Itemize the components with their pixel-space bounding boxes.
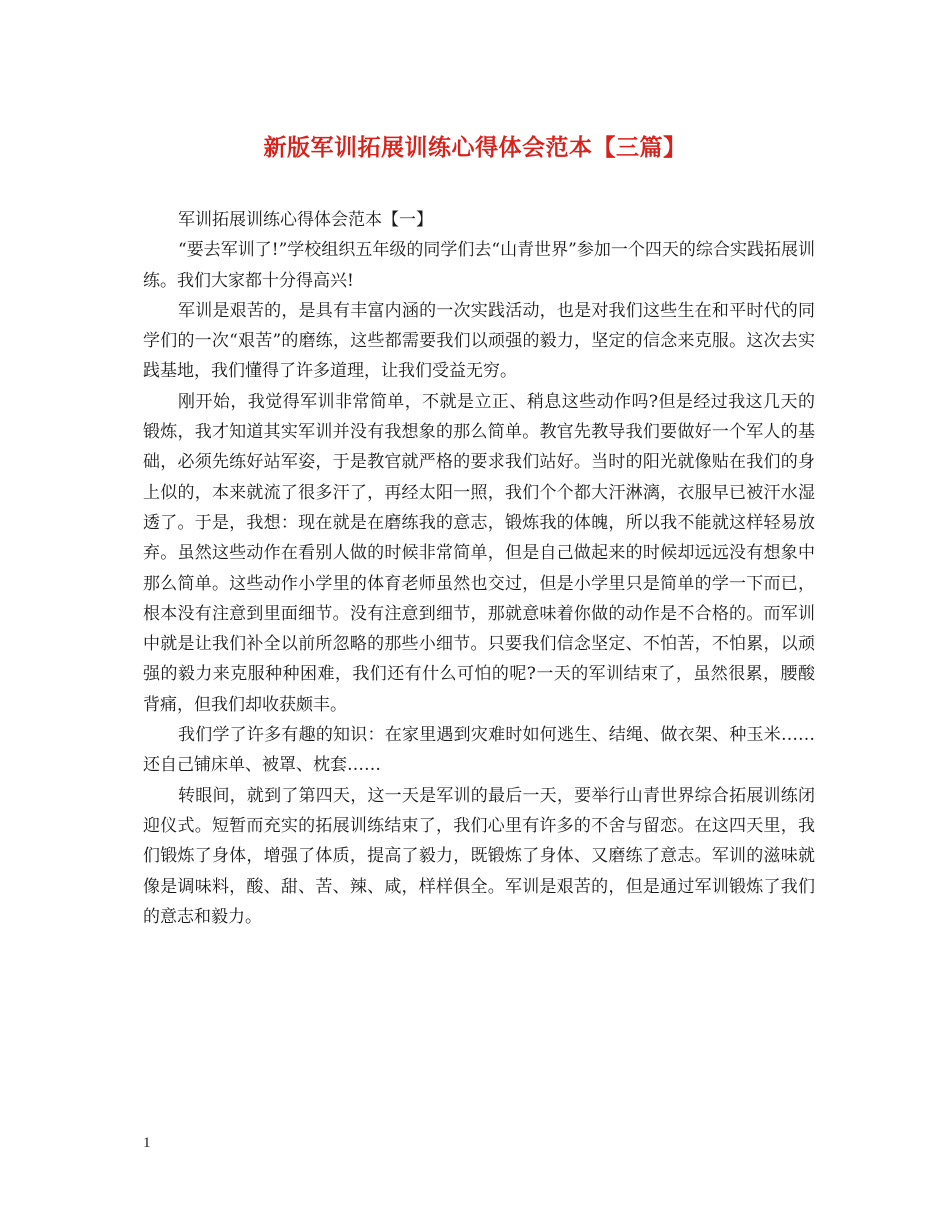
section-heading: 军训拓展训练心得体会范本【一】 bbox=[178, 210, 433, 230]
paragraph: 刚开始，我觉得军训非常简单，不就是立正、稍息这些动作吗?但是经过我这几天的锻炼，我才知道其实军训并没有我想象的那么简单。教官先教导我们要做好一个军人的基础，必须先练好站军姿，于是教官就严格的要求我们站好。当时的阳光就像贴在我们的身上似的，本来就流了很多汗了，再经太阳一照，我们个个都大汗淋漓，衣服早已被汗水湿透了。于是，我想：现在就是在磨练我的意志，锻炼我的体魄，所以我不能就这样轻易放弃。虽然这些动作在看别人做的时候非常简单，但是自己做起来的时候却远远没有想象中那么简单。这些动作小学里的体育老师虽然也交过，但是小学里只是简单的学一下而已，根本没有注意到里面细节。没有注意到细节，那就意味着你做的动作是不合格的。而军训中就是让我们补全以前所忽略的那些小细节。只要我们信念坚定、不怕苦，不怕累，以顽强的毅力来克服种种困难，我们还有什么可怕的呢?一天的军训结束了，虽然很累，腰酸背痛，但我们却收获颇丰。 bbox=[143, 391, 815, 715]
paragraph: 我们学了许多有趣的知识：在家里遇到灾难时如何逃生、结绳、做衣架、种玉米……还自己铺床单、被罩、枕套…… bbox=[143, 725, 815, 776]
document-title: 新版军训拓展训练心得体会范本【三篇】 bbox=[263, 134, 687, 161]
paragraph: 转眼间，就到了第四天，这一天是军训的最后一天，要举行山青世界综合拓展训练闭迎仪式。短暂而充实的拓展训练结束了，我们心里有许多的不舍与留恋。在这四天里，我们锻炼了身体，增强了体质，提高了毅力，既锻炼了身体、又磨练了意志。军训的滋味就像是调味料，酸、甜、苦、辣、咸，样样俱全。军训是艰苦的，但是通过军训锻炼了我们的意志和毅力。 bbox=[143, 785, 815, 927]
paragraph: 军训是艰苦的，是具有丰富内涵的一次实践活动，也是对我们这些生在和平时代的同学们的一次“艰苦”的磨练，这些都需要我们以顽强的毅力，坚定的信念来克服。这次去实践基地，我们懂得了许多道理，让我们受益无穷。 bbox=[143, 300, 815, 382]
paragraph: “要去军训了!”学校组织五年级的同学们去“山青世界”参加一个四天的综合实践拓展训练。我们大家都十分得高兴! bbox=[143, 240, 815, 291]
page-number: 1 bbox=[143, 1135, 151, 1151]
document-body bbox=[143, 205, 815, 932]
